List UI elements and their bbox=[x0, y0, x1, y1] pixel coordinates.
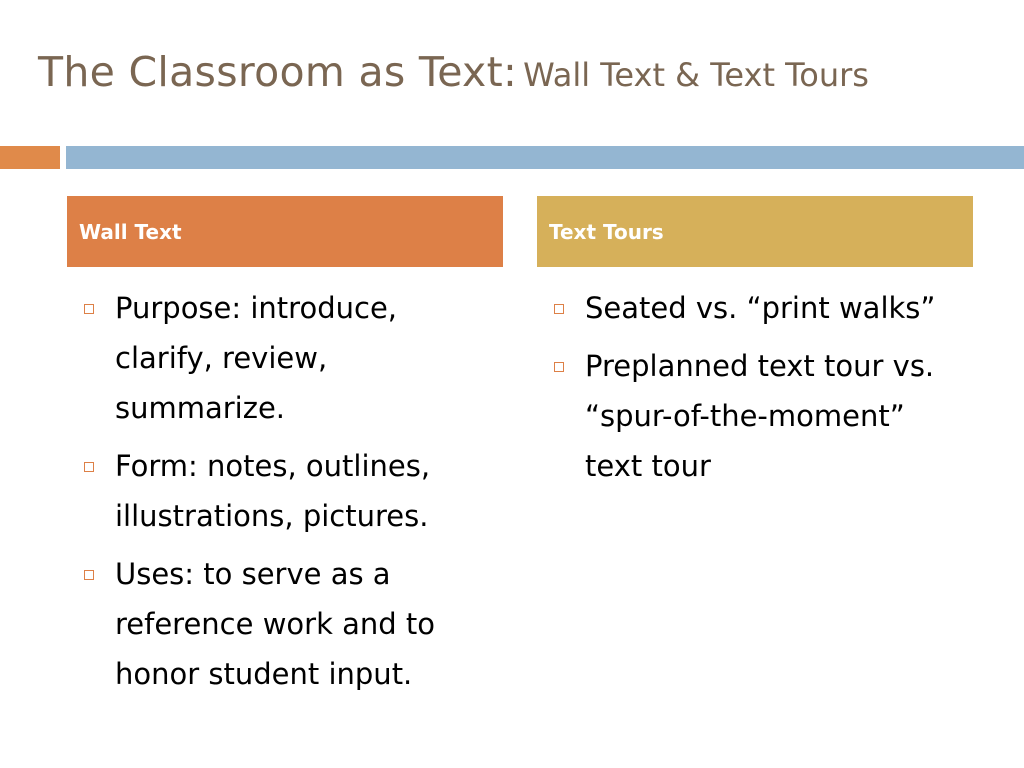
slide-title-main: The Classroom as Text: bbox=[38, 48, 518, 96]
list-item bbox=[80, 283, 500, 433]
square-bullet-icon bbox=[84, 462, 94, 472]
list-item bbox=[550, 283, 970, 333]
wall-text-header-label: Wall Text bbox=[79, 219, 182, 244]
square-bullet-icon bbox=[554, 304, 564, 314]
list-item bbox=[80, 549, 500, 699]
text-tours-header-label: Text Tours bbox=[549, 219, 664, 244]
list-item-text: Seated vs. “print walks” bbox=[585, 291, 936, 325]
square-bullet-icon bbox=[554, 362, 564, 372]
list-item-text: Uses: to serve as a reference work and to honor student input. bbox=[115, 557, 435, 691]
accent-bar bbox=[0, 146, 60, 169]
list-item-text: Preplanned text tour vs. “spur-of-the-moment” text tour bbox=[585, 349, 935, 483]
text-tours-header bbox=[537, 196, 973, 267]
slide-title-sub: Wall Text & Text Tours bbox=[523, 56, 869, 94]
wall-text-list bbox=[80, 283, 500, 707]
divider-bar bbox=[66, 146, 1024, 169]
slide-title bbox=[38, 50, 869, 95]
wall-text-header bbox=[67, 196, 503, 267]
list-item-text: Form: notes, outlines, illustrations, pictures. bbox=[115, 449, 431, 533]
list-item bbox=[550, 341, 970, 491]
text-tours-list bbox=[550, 283, 970, 499]
list-item bbox=[80, 441, 500, 541]
square-bullet-icon bbox=[84, 304, 94, 314]
square-bullet-icon bbox=[84, 570, 94, 580]
list-item-text: Purpose: introduce, clarify, review, summarize. bbox=[115, 291, 397, 425]
